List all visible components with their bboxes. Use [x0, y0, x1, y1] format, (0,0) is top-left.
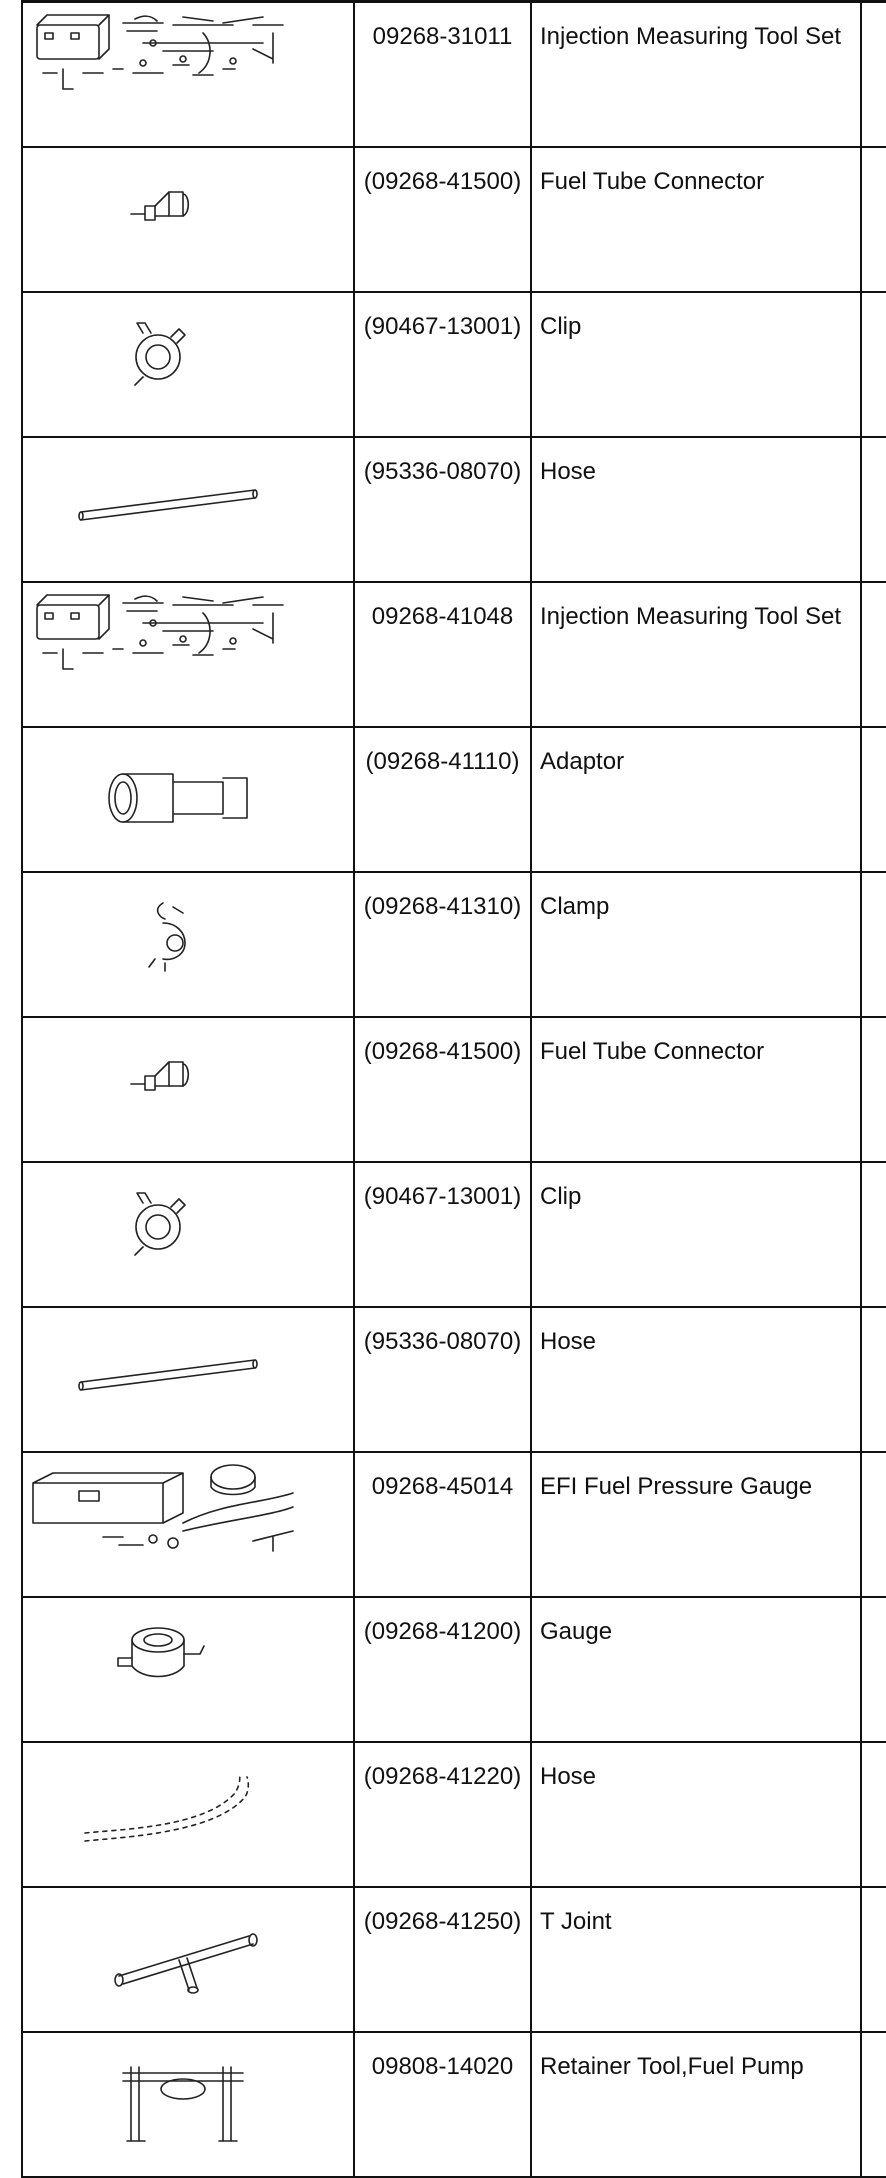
tool-set-case-icon	[23, 3, 353, 126]
tool-illustration-cell	[22, 1742, 354, 1887]
table-row	[22, 2032, 886, 2177]
blank-column	[861, 2, 886, 148]
part-description: Clip	[531, 292, 861, 437]
tool-illustration-cell	[22, 2, 354, 148]
table-row	[22, 727, 886, 872]
part-number: (09268-41310)	[354, 872, 531, 1017]
gauge-icon	[23, 1598, 353, 1721]
table-row	[22, 1597, 886, 1742]
part-number: (09268-41200)	[354, 1597, 531, 1742]
part-description: Adaptor	[531, 727, 861, 872]
part-number: (90467-13001)	[354, 1162, 531, 1307]
tool-illustration-cell	[22, 147, 354, 292]
part-description: Clamp	[531, 872, 861, 1017]
retainer-tool-icon	[23, 2033, 353, 2156]
part-description: Hose	[531, 437, 861, 582]
table-row	[22, 1742, 886, 1887]
tool-illustration-cell	[22, 1452, 354, 1597]
straight-hose-icon	[23, 1308, 353, 1431]
blank-column	[861, 437, 886, 582]
part-number: (09268-41250)	[354, 1887, 531, 2032]
tool-illustration-cell	[22, 292, 354, 437]
table-row	[22, 582, 886, 727]
table-row	[22, 2, 886, 148]
clip-icon	[23, 293, 353, 416]
part-description: T Joint	[531, 1887, 861, 2032]
table-row	[22, 1162, 886, 1307]
t-joint-icon	[23, 1888, 353, 2011]
part-description: Hose	[531, 1742, 861, 1887]
part-description: Fuel Tube Connector	[531, 147, 861, 292]
part-description: Gauge	[531, 1597, 861, 1742]
straight-hose-icon	[23, 438, 353, 561]
blank-column	[861, 1597, 886, 1742]
part-number: (09268-41500)	[354, 147, 531, 292]
part-number: (09268-41110)	[354, 727, 531, 872]
clamp-icon	[23, 873, 353, 996]
part-description: Injection Measuring Tool Set	[531, 582, 861, 727]
table-row	[22, 147, 886, 292]
part-number: (95336-08070)	[354, 1307, 531, 1452]
table-row	[22, 1887, 886, 2032]
curved-hose-icon	[23, 1743, 353, 1866]
part-number: (09268-41500)	[354, 1017, 531, 1162]
tool-illustration-cell	[22, 1162, 354, 1307]
tool-illustration-cell	[22, 1017, 354, 1162]
part-description: Clip	[531, 1162, 861, 1307]
blank-column	[861, 1742, 886, 1887]
pressure-gauge-kit-icon	[23, 1453, 353, 1576]
tool-illustration-cell	[22, 1307, 354, 1452]
blank-column	[861, 147, 886, 292]
blank-column	[861, 727, 886, 872]
part-description: EFI Fuel Pressure Gauge	[531, 1452, 861, 1597]
blank-column	[861, 2032, 886, 2177]
blank-column	[861, 1887, 886, 2032]
table-row	[22, 1017, 886, 1162]
part-description: Fuel Tube Connector	[531, 1017, 861, 1162]
table-row	[22, 437, 886, 582]
blank-column	[861, 582, 886, 727]
part-description: Hose	[531, 1307, 861, 1452]
fuel-tube-connector-icon	[23, 1018, 353, 1141]
blank-column	[861, 1162, 886, 1307]
fuel-tube-connector-icon	[23, 148, 353, 271]
table-row	[22, 1307, 886, 1452]
adaptor-icon	[23, 728, 353, 851]
table-row	[22, 872, 886, 1017]
tool-set-case-icon	[23, 583, 353, 706]
tool-illustration-cell	[22, 1887, 354, 2032]
table-row	[22, 292, 886, 437]
part-number: (09268-41220)	[354, 1742, 531, 1887]
part-number: 09268-41048	[354, 582, 531, 727]
blank-column	[861, 1307, 886, 1452]
blank-column	[861, 872, 886, 1017]
part-description: Injection Measuring Tool Set	[531, 2, 861, 148]
clip-icon	[23, 1163, 353, 1286]
part-number: 09268-45014	[354, 1452, 531, 1597]
blank-column	[861, 1452, 886, 1597]
part-number: (95336-08070)	[354, 437, 531, 582]
part-description: Retainer Tool,Fuel Pump	[531, 2032, 861, 2177]
table-row	[22, 1452, 886, 1597]
tool-illustration-cell	[22, 437, 354, 582]
special-tools-table	[21, 0, 886, 2178]
tool-illustration-cell	[22, 872, 354, 1017]
blank-column	[861, 292, 886, 437]
part-number: 09268-31011	[354, 2, 531, 148]
blank-column	[861, 1017, 886, 1162]
tool-illustration-cell	[22, 2032, 354, 2177]
part-number: (90467-13001)	[354, 292, 531, 437]
part-number: 09808-14020	[354, 2032, 531, 2177]
tool-illustration-cell	[22, 727, 354, 872]
tool-illustration-cell	[22, 1597, 354, 1742]
tool-illustration-cell	[22, 582, 354, 727]
